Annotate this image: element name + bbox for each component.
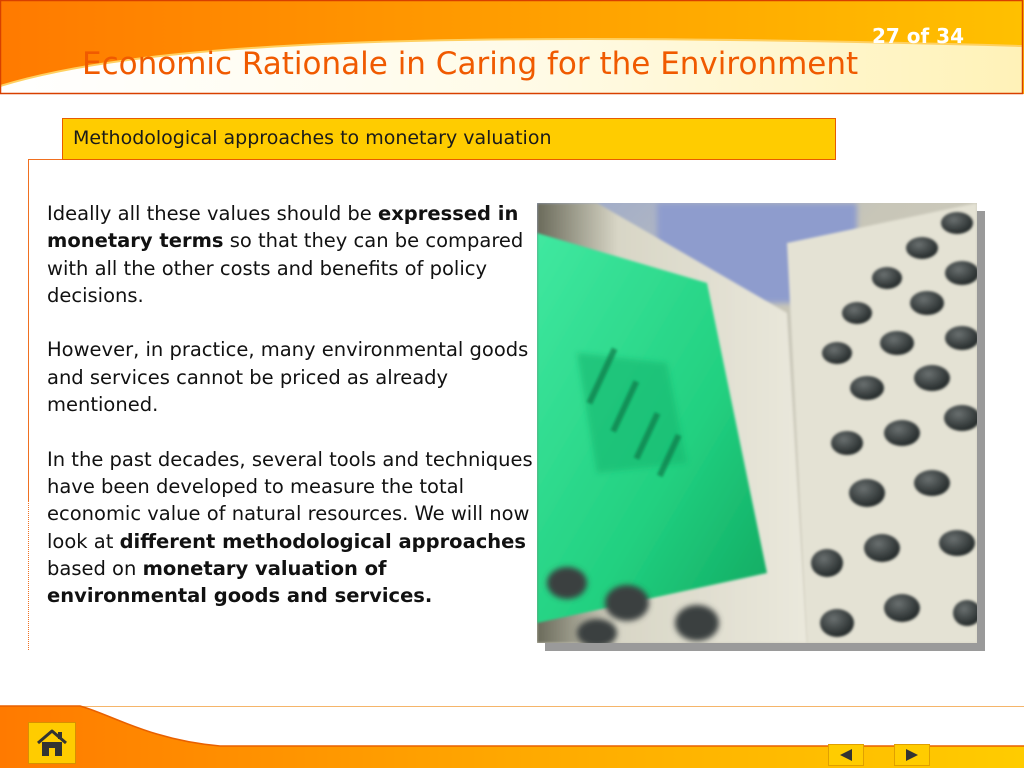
slide-counter: 27 of 34 — [871, 24, 964, 48]
paragraph-1 — [47, 200, 537, 309]
arrow-right-icon — [904, 748, 920, 762]
calculator-photo — [537, 203, 977, 643]
text-span: based on — [47, 556, 143, 580]
home-icon — [35, 728, 69, 758]
paragraph-3 — [47, 446, 537, 610]
text-span: so that they can be compared with all the other costs and benefits of policy decisions. — [47, 229, 524, 307]
footer-background — [0, 700, 1024, 768]
slide-header — [0, 0, 1024, 96]
divider — [28, 160, 29, 500]
bold-text: expressed in monetary terms — [47, 202, 519, 253]
divider — [28, 159, 62, 160]
body-text — [47, 200, 537, 637]
home-button[interactable] — [28, 722, 76, 764]
divider — [28, 500, 30, 650]
calculator-image — [537, 203, 977, 643]
previous-slide-button[interactable] — [828, 744, 864, 766]
next-slide-button[interactable] — [894, 744, 930, 766]
text-span: Ideally all these values should be — [47, 202, 378, 225]
bold-text: monetary valuation of environmental goods and services. — [47, 556, 433, 608]
text-span: In the past decades, several tools and techniques have been developed to measure the total economic value of natural resources. We will now look at — [47, 447, 533, 553]
page-title: Economic Rationale in Caring for the Environment — [82, 46, 859, 82]
section-subtitle: Methodological approaches to monetary valuation — [62, 118, 836, 160]
slide-footer — [0, 700, 1024, 768]
paragraph-2: However, in practice, many environmental goods and services cannot be priced as already mentioned. — [47, 338, 529, 417]
arrow-left-icon — [838, 748, 854, 762]
bold-text: different methodological approaches — [119, 529, 527, 553]
